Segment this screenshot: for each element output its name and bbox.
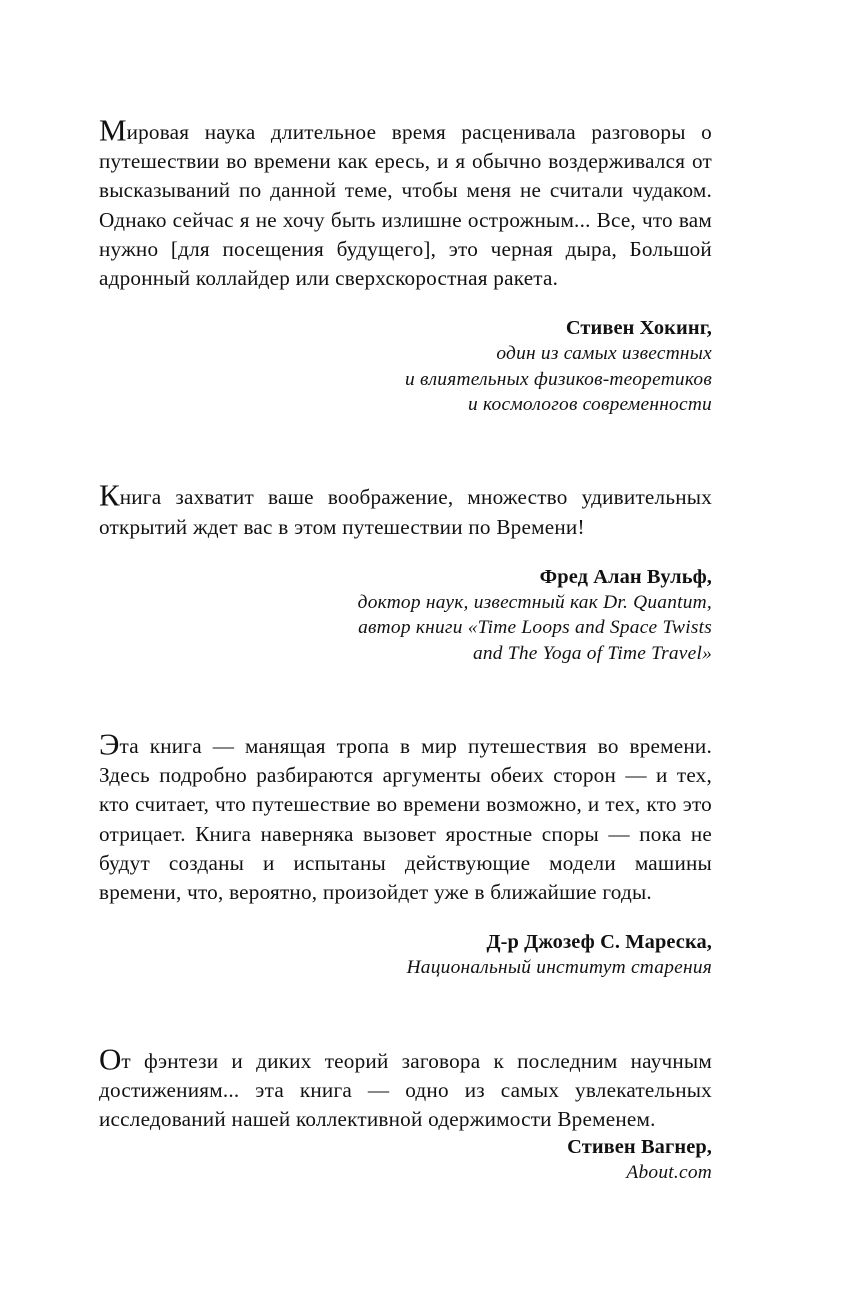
attribution-detail-line: and The Yoga of Time Travel»: [472, 642, 712, 664]
quote-text: [99, 726, 712, 907]
attribution-name: Фред Алан Вульф,: [539, 565, 712, 588]
drop-cap-letter: Э: [99, 726, 120, 762]
attribution-detail-line: один из самых известных: [496, 343, 712, 365]
attribution-name: Стивен Хокинг,: [565, 317, 712, 340]
quote-body-text: та книга — манящая тропа в мир путешествия во времени. Здесь подробно разбираются аргументы обеих сторон — и тех, кто считает, что путешествие во времени возможно, и тех, кто это отрицает. Книга наверняка вызовет яростные споры — пока не будут созданы и испытаны действующие модели машины времени, что, вероятно, произойдет уже в ближайшие годы.: [99, 734, 712, 905]
quote-text: [99, 1041, 712, 1135]
attribution-detail-line: About.com: [626, 1162, 712, 1184]
quote-attribution: [99, 564, 712, 666]
endorsement-block: [99, 478, 712, 666]
quote-body-text: ировая наука длительное время расценивала разговоры о путешествии во времени как ересь, и я обычно воздерживался от высказываний по данной теме, чтобы меня не считали чудаком. Однако сейчас я не хочу быть излишне острожным... Все, что вам нужно [для посещения будущего], это черная дыра, Большой адронный коллайдер или сверхскоростная ракета.: [99, 120, 712, 291]
quote-body-text: т фэнтези и диких теорий заговора к последним научным достижениям... эта книга — одно из самых увлекательных исследований нашей коллективной одержимости Временем.: [99, 1048, 712, 1132]
quote-text: [99, 112, 712, 293]
quote-attribution: [99, 315, 712, 417]
attribution-detail-line: и влиятельных физиков-теоретиков: [404, 368, 712, 390]
attribution-name: Д-р Джозеф С. Мареска,: [486, 931, 712, 954]
quote-attribution: [99, 929, 712, 980]
endorsement-block: [99, 726, 712, 981]
attribution-detail-line: доктор наук, известный как Dr. Quantum,: [357, 591, 712, 613]
attribution-detail-line: автор книги «Time Loops and Space Twists: [358, 617, 712, 639]
endorsement-block: [99, 112, 712, 417]
attribution-detail-line: Национальный институт старения: [406, 957, 712, 979]
drop-cap-letter: М: [99, 112, 127, 148]
attribution-detail-line: и космологов современности: [467, 394, 712, 416]
quote-attribution: [99, 1134, 712, 1185]
drop-cap-letter: О: [99, 1041, 122, 1077]
endorsements-content: [99, 112, 712, 1186]
endorsement-block: [99, 1041, 712, 1186]
quote-body-text: нига захватит ваше воображение, множество удивительных открытий ждет вас в этом путешествии по Времени!: [99, 485, 712, 539]
drop-cap-letter: К: [99, 478, 120, 514]
attribution-name: Стивен Вагнер,: [567, 1136, 712, 1159]
quote-text: [99, 478, 712, 541]
